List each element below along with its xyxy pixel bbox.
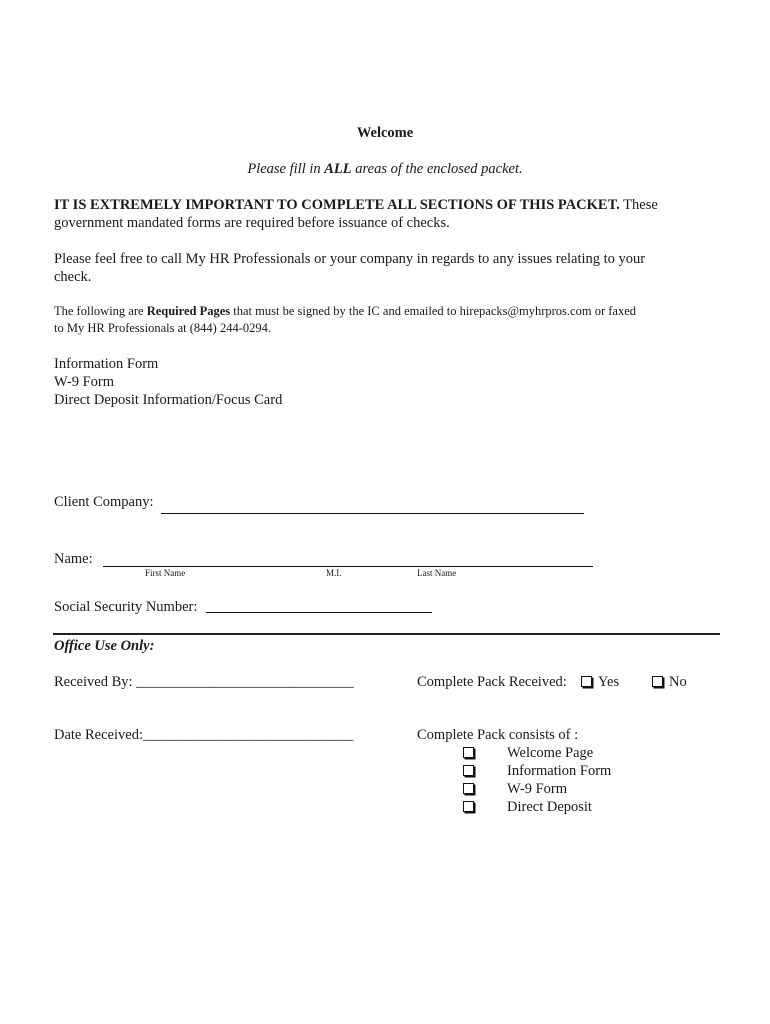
pack-consists-label: Complete Pack consists of : [417, 727, 579, 743]
important-notice-line2: government mandated forms are required before issuance of checks. [54, 215, 450, 231]
required-note: The following are Required Pages that must be signed by the IC and emailed to hirepacks@myhrpros.com or faxed [54, 304, 636, 318]
checkbox-icon[interactable] [463, 765, 474, 776]
important-notice: IT IS EXTREMELY IMPORTANT TO COMPLETE ALL SECTIONS OF THIS PACKET. These [54, 197, 658, 213]
required-page-item: Direct Deposit Information/Focus Card [54, 392, 283, 408]
checklist-label: W-9 Form [507, 781, 568, 797]
checklist-label: Direct Deposit [507, 799, 592, 815]
mi-caption: M.I. [326, 568, 342, 578]
contact-line1: Please feel free to call My HR Professionals or your company in regards to any issues relating to your [54, 251, 646, 267]
ssn-label: Social Security Number: [54, 599, 198, 615]
last-name-caption: Last Name [417, 568, 457, 578]
date-received-field[interactable]: Date Received:_____________________________ [54, 727, 354, 743]
checklist-label: Information Form [507, 763, 612, 779]
complete-pack-received-label: Complete Pack Received: [417, 674, 567, 690]
checklist-item[interactable] [463, 781, 480, 798]
checkbox-icon[interactable] [581, 676, 592, 687]
yes-option[interactable]: Yes [581, 674, 619, 691]
ssn-field[interactable] [206, 612, 432, 613]
required-note-line2: to My HR Professionals at (844) 244-0294. [54, 321, 271, 335]
first-name-caption: First Name [145, 568, 186, 578]
checklist-item[interactable] [463, 745, 480, 762]
checkbox-icon[interactable] [463, 801, 474, 812]
required-page-item: W-9 Form [54, 374, 115, 390]
received-by-field[interactable]: Received By: ______________________________ [54, 674, 354, 690]
checklist-label: Welcome Page [507, 745, 594, 761]
name-field[interactable] [103, 566, 593, 567]
checkbox-icon[interactable] [463, 747, 474, 758]
office-use-heading: Office Use Only: [54, 638, 155, 654]
client-company-label: Client Company: [54, 494, 154, 510]
name-label: Name: [54, 551, 93, 567]
instruction-line: Please fill in ALL areas of the enclosed packet. [247, 161, 523, 177]
checkbox-icon[interactable] [463, 783, 474, 794]
contact-line2: check. [54, 269, 92, 285]
checklist-item[interactable] [463, 763, 480, 780]
section-divider [53, 633, 720, 635]
client-company-field[interactable] [161, 513, 584, 514]
page-title: Welcome [356, 125, 414, 141]
required-page-item: Information Form [54, 356, 159, 372]
important-notice-bold: IT IS EXTREMELY IMPORTANT TO COMPLETE ALL SECTIONS OF THIS PACKET. [54, 197, 620, 213]
checkbox-icon[interactable] [652, 676, 663, 687]
checklist-item[interactable] [463, 799, 480, 816]
no-option[interactable]: No [652, 674, 687, 691]
